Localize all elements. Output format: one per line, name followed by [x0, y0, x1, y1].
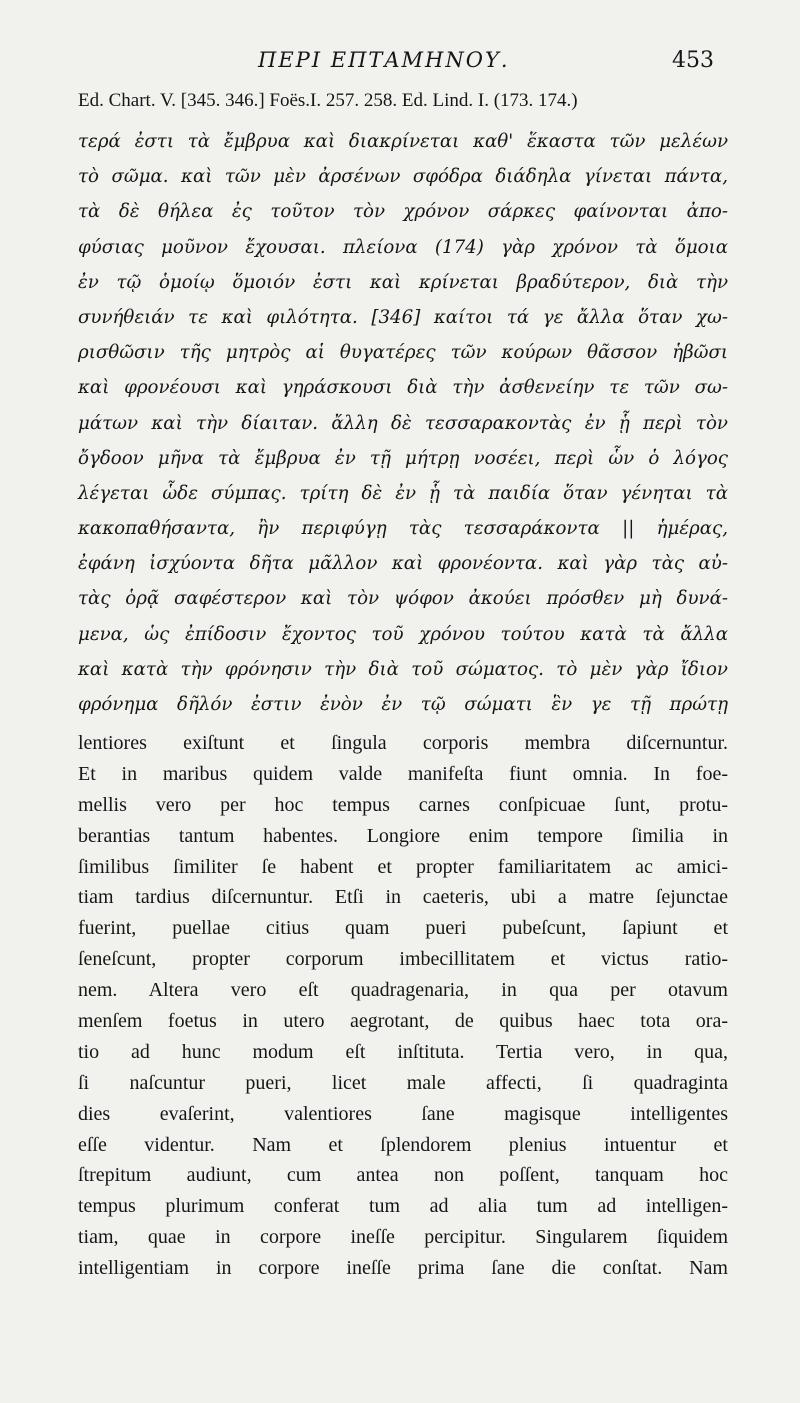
- latin-line: fuerint, puellae citius quam pueri pubeſcunt, ſapiunt et: [78, 917, 728, 940]
- edition-reference-line: Ed. Chart. V. [345. 346.] Foës.I. 257. 258. Ed. Lind. I. (173. 174.): [78, 90, 578, 111]
- latin-line: ſtrepitum audiunt, cum antea non poſſent, tanquam hoc: [78, 1164, 728, 1187]
- latin-line: tiam tardius diſcernuntur. Etſi in caeteris, ubi a matre ſejunctae: [78, 886, 728, 909]
- greek-text-block: [78, 124, 728, 722]
- running-head: [80, 48, 722, 78]
- latin-line: menſem foetus in utero aegrotant, de quibus haec tota ora-: [78, 1010, 728, 1033]
- greek-line: φρόνημα δῆλόν ἐστιν ἐνὸν ἐν τῷ σώματι ἓν γε τῇ πρώτῃ: [78, 694, 728, 715]
- greek-line: μενα, ὡς ἐπίδοσιν ἔχοντος τοῦ χρόνου τούτου κατὰ τὰ ἄλλα: [78, 623, 728, 645]
- latin-line: tio ad hunc modum eſt inſtituta. Tertia vero, in qua,: [78, 1040, 728, 1063]
- greek-line: τὰ δὲ θήλεα ἐς τοῦτον τὸν χρόνον σάρκες φαίνονται ἀπο-: [78, 201, 728, 223]
- latin-line: tiam, quae in corpore ineſſe percipitur. Singularem ſiquidem: [78, 1226, 728, 1249]
- latin-line: intelligentiam in corpore ineſſe prima ſane die conſtat. Nam: [78, 1257, 728, 1280]
- running-title: ΠΕΡΙ ΕΠΤΑΜΗΝΟΥ.: [258, 48, 510, 72]
- latin-line: ſimilibus ſimiliter ſe habent et propter familiaritatem ac amici-: [78, 855, 728, 878]
- greek-line: φύσιας μοῦνον ἔχουσαι. πλείονα (174) γὰρ χρόνον τὰ ὅμοια: [78, 236, 728, 258]
- latin-line: Et in maribus quidem valde manifeſta fiunt omnia. In foe-: [78, 762, 728, 785]
- latin-line: mellis vero per hoc tempus carnes conſpicuae ſunt, protu-: [78, 793, 728, 816]
- greek-line: κακοπαθήσαντα, ἢν περιφύγῃ τὰς τεσσαράκοντα || ἡμέρας,: [78, 518, 728, 540]
- greek-line: καὶ φρονέουσι καὶ γηράσκουσι διὰ τὴν ἀσθενείην τε τῶν σω-: [78, 377, 728, 399]
- greek-line: τὸ σῶμα. καὶ τῶν μὲν ἀρσένων σφόδρα διάδηλα γίνεται πάντα,: [78, 166, 728, 188]
- greek-line: λέγεται ὧδε σύμπας. τρίτη δὲ ἐν ᾗ τὰ παιδία ὅταν γένηται τὰ: [78, 482, 728, 504]
- greek-line: ἐν τῷ ὁμοίῳ ὅμοιόν ἐστι καὶ κρίνεται βραδύτερον, διὰ τὴν: [78, 271, 728, 293]
- greek-line: μάτων καὶ τὴν δίαιταν. ἄλλη δὲ τεσσαρακοντὰς ἐν ᾗ περὶ τὸν: [78, 412, 728, 434]
- greek-line: καὶ κατὰ τὴν φρόνησιν τὴν διὰ τοῦ σώματος. τὸ μὲν γὰρ ἴδιον: [78, 658, 728, 680]
- latin-line: eſſe videntur. Nam et ſplendorem plenius intuentur et: [78, 1133, 728, 1156]
- latin-line: ſeneſcunt, propter corporum imbecillitatem et victus ratio-: [78, 948, 728, 971]
- latin-line: dies evaſerint, valentiores ſane magisque intelligentes: [78, 1102, 728, 1125]
- greek-line: τερά ἐστι τὰ ἔμβρυα καὶ διακρίνεται καθ' ἕκαστα τῶν μελέων: [78, 131, 728, 152]
- latin-line: tempus plurimum conferat tum ad alia tum ad intelligen-: [78, 1195, 728, 1218]
- greek-line: ὄγδοον μῆνα τὰ ἔμβρυα ἐν τῇ μήτρῃ νοσέει, περὶ ὧν ὁ λόγος: [78, 447, 728, 469]
- latin-line: ſi naſcuntur pueri, licet male affecti, ſi quadraginta: [78, 1071, 728, 1094]
- greek-line: ἐφάνη ἰσχύοντα δῆτα μᾶλλον καὶ φρονέοντα. καὶ γὰρ τὰς αὐ-: [78, 553, 728, 575]
- page-number: 453: [672, 48, 714, 73]
- greek-line: τὰς ὁρᾷ σαφέστερον καὶ τὸν ψόφον ἀκούει πρόσθεν μὴ δυνά-: [78, 588, 728, 610]
- latin-line: nem. Altera vero eſt quadragenaria, in qua per otavum: [78, 979, 728, 1002]
- latin-line: lentiores exiſtunt et ſingula corporis membra diſcernuntur.: [78, 732, 728, 754]
- greek-line: συνήθειάν τε καὶ φιλότητα. [346] καίτοι τά γε ἄλλα ὅταν χω-: [78, 306, 728, 328]
- latin-line: berantias tantum habentes. Longiore enim tempore ſimilia in: [78, 824, 728, 847]
- latin-translation-block: [78, 728, 728, 1284]
- greek-line: ρισθῶσιν τῆς μητρὸς αἱ θυγατέρες τῶν κούρων θᾶσσον ἡβῶσι: [78, 342, 728, 364]
